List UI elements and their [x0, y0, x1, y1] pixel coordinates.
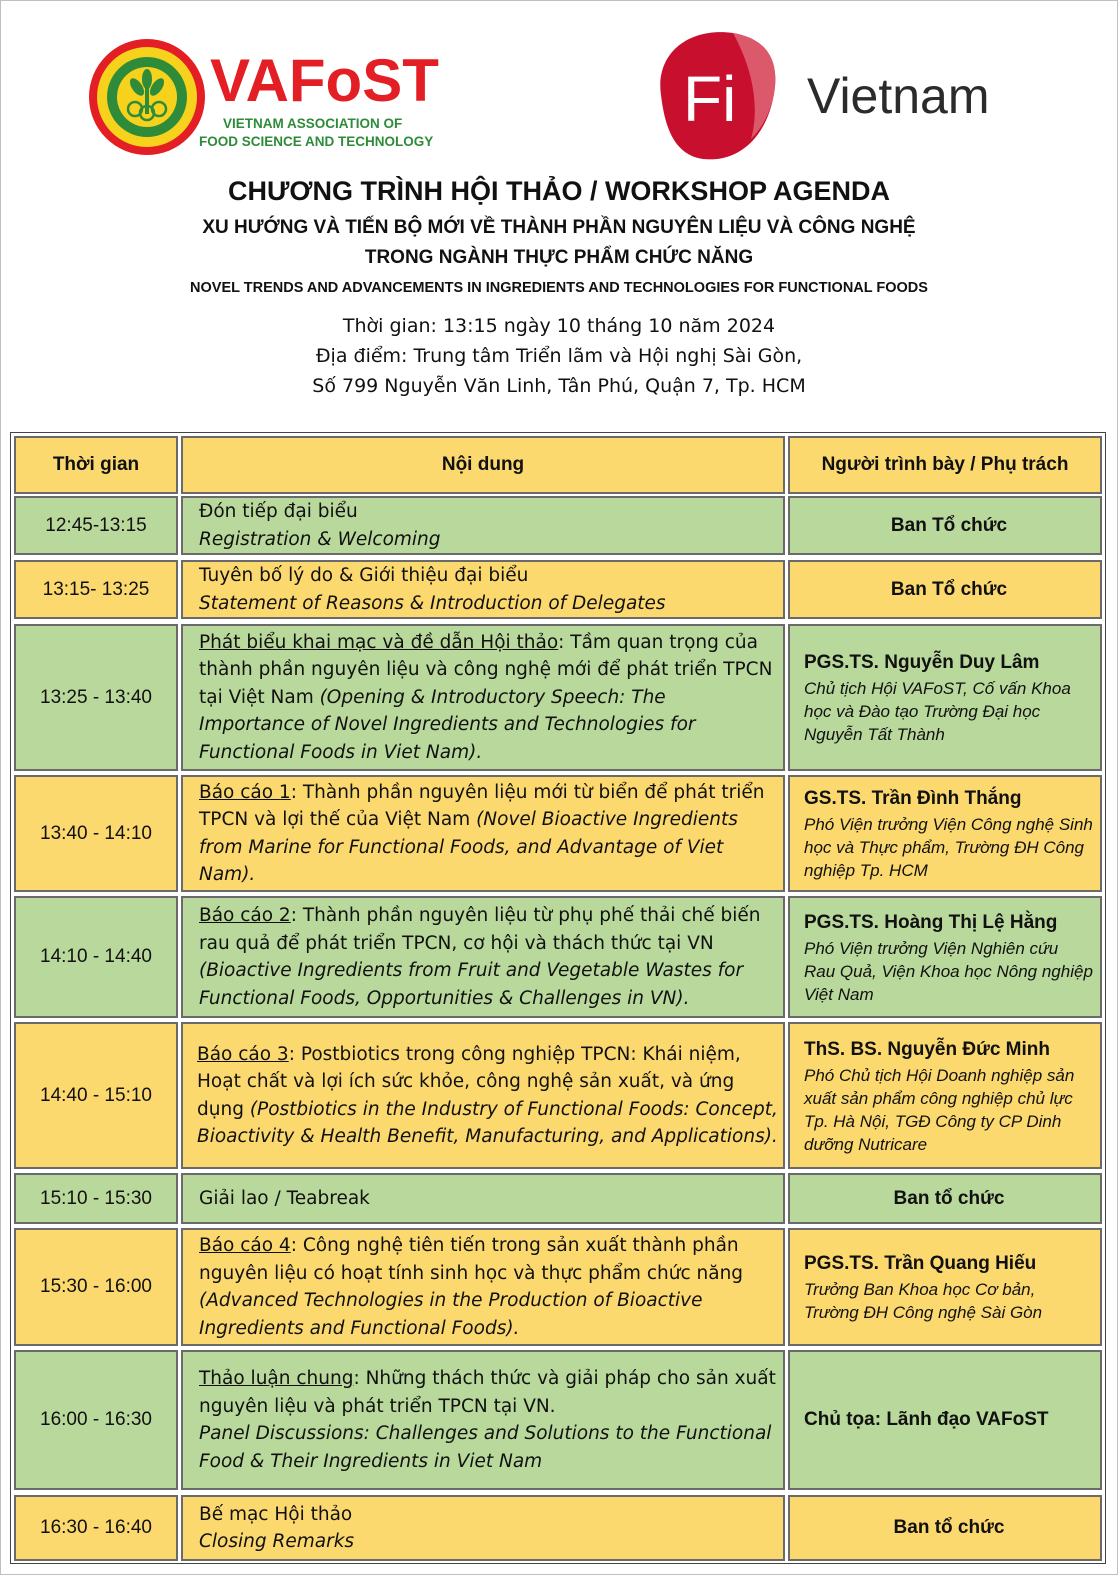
row-time: 14:10 - 14:40	[14, 896, 178, 1018]
row-organizer: Ban Tổ chức	[788, 496, 1102, 555]
row-time: 14:40 - 15:10	[14, 1022, 178, 1169]
row-organizer: Ban tổ chức	[788, 1495, 1102, 1561]
row-time: 16:30 - 16:40	[14, 1495, 178, 1561]
table-row	[11, 1350, 1105, 1490]
speaker-name: PGS.TS. Hoàng Thị Lệ Hằng	[804, 911, 1058, 933]
speaker-role: Phó Viện trưởng Viện Công nghệ Sinh học và Thực phẩm, Trường ĐH Công nghiệp Tp. HCM	[804, 815, 1093, 880]
table-row	[11, 496, 1105, 555]
row-title: Bế mạc Hội thảo	[199, 1503, 353, 1525]
row-content	[181, 1350, 785, 1490]
speaker-name: ThS. BS. Nguyễn Đức Minh	[804, 1038, 1050, 1060]
row-speaker	[788, 775, 1102, 892]
fi-vietnam-logo	[641, 25, 1021, 165]
row-title: Tuyên bố lý do & Giới thiệu đại biểu	[199, 565, 529, 586]
table-row	[11, 560, 1105, 619]
speaker-role: Chủ tịch Hội VAFoST, Cố vấn Khoa học và Đào tạo Trường Đại học Nguyễn Tất Thành	[804, 679, 1071, 744]
row-time: 15:10 - 15:30	[14, 1173, 178, 1224]
vafost-wordmark: VAFoST	[210, 47, 439, 114]
title-block	[41, 173, 1077, 401]
speaker-role: Phó Chủ tịch Hội Doanh nghiệp sản xuất sản phẩm công nghiệp chủ lực Tp. Hà Nội, TGĐ Công ty CP Dinh dưỡng Nutricare	[804, 1065, 1075, 1154]
vafost-subline-1: VIETNAM ASSOCIATION OF	[223, 116, 403, 131]
event-venue: Địa điểm: Trung tâm Triển lãm và Hội nghị Sài Gòn,	[315, 345, 803, 367]
subtitle-vi-line-1: XU HƯỚNG VÀ TIẾN BỘ MỚI VỀ THÀNH PHẦN NGUYÊN LIỆU VÀ CÔNG NGHỆ	[202, 217, 916, 238]
header-time: Thời gian	[14, 436, 178, 494]
event-time: Thời gian: 13:15 ngày 10 tháng 10 năm 2024	[342, 315, 776, 337]
speaker-role: Trưởng Ban Khoa học Cơ bản, Trường ĐH Công nghệ Sài Gòn	[804, 1280, 1043, 1322]
row-text-en: (Advanced Technologies in the Production of Bioactive Ingredients and Functional Foods).	[199, 1290, 703, 1339]
row-text-en: (Bioactive Ingredients from Fruit and Vegetable Wastes for Functional Foods, Opportunities & Challenges in VN).	[199, 960, 744, 1009]
row-time: 13:40 - 14:10	[14, 775, 178, 892]
page-title: CHƯƠNG TRÌNH HỘI THẢO / WORKSHOP AGENDA	[228, 176, 890, 206]
speaker-name: GS.TS. Trần Đình Thắng	[804, 788, 1022, 809]
row-content	[181, 775, 785, 892]
row-label: Báo cáo 4	[199, 1235, 291, 1256]
header-content: Nội dung	[181, 436, 785, 494]
row-content	[181, 1173, 785, 1224]
table-row	[11, 775, 1105, 892]
row-text-en: (Postbiotics in the Industry of Functional Foods: Concept, Bioactivity & Health Benefit, Manufacturing, and Applications).	[197, 1098, 778, 1147]
table-row	[11, 1228, 1105, 1346]
row-text: : Thành phần nguyên liệu từ phụ phế thải chế biến rau quả để phát triển TPCN, cơ hội và thách thức tại VN	[199, 905, 761, 954]
agenda-table	[10, 432, 1106, 1564]
row-title: Giải lao / Teabreak	[199, 1187, 370, 1209]
speaker-role: Phó Viện trưởng Viện Nghiên cứu Rau Quả, Viện Khoa học Nông nghiệp Việt Nam	[804, 938, 1093, 1004]
row-time: 13:15- 13:25	[14, 560, 178, 619]
subtitle-en: NOVEL TRENDS AND ADVANCEMENTS IN INGREDIENTS AND TECHNOLOGIES FOR FUNCTIONAL FOODS	[190, 280, 928, 296]
row-time: 15:30 - 16:00	[14, 1228, 178, 1346]
table-row	[11, 896, 1105, 1018]
row-title-en: Closing Remarks	[199, 1531, 355, 1552]
row-label: Báo cáo 2	[199, 905, 291, 926]
row-content	[181, 1495, 785, 1561]
row-time: 16:00 - 16:30	[14, 1350, 178, 1490]
row-text-en: Panel Discussions: Challenges and Solutions to the Functional Food & Their Ingredients in Viet Nam	[199, 1423, 772, 1472]
row-title-en: Registration & Welcoming	[199, 528, 441, 550]
event-info	[41, 311, 1077, 401]
table-row	[11, 1173, 1105, 1224]
event-address: Số 799 Nguyễn Văn Linh, Tân Phú, Quận 7, Tp. HCM	[312, 375, 806, 397]
speaker-name: PGS.TS. Nguyễn Duy Lâm	[804, 652, 1040, 673]
row-label: Báo cáo 1	[199, 781, 291, 803]
vafost-subline-2: FOOD SCIENCE AND TECHNOLOGY	[199, 134, 434, 149]
speaker-name: PGS.TS. Trần Quang Hiếu	[804, 1253, 1037, 1274]
table-row	[11, 624, 1105, 771]
fi-mark: Fi	[683, 63, 737, 135]
row-text: : Tầm quan trọng của thành phần nguyên liệu và công nghệ mới để phát triển TPCN tại Việt Nam	[199, 631, 773, 708]
fi-wordmark: Vietnam	[807, 68, 990, 124]
row-organizer: Ban tổ chức	[788, 1173, 1102, 1224]
row-chair: Chủ tọa: Lãnh đạo VAFoST	[788, 1350, 1102, 1490]
row-text: : Postbiotics trong công nghiệp TPCN: Khái niệm, Hoạt chất và lợi ích sức khỏe, công nghệ sản xuất, và ứng dụng	[197, 1043, 741, 1120]
table-row	[11, 1022, 1105, 1169]
row-label: Báo cáo 3	[197, 1043, 289, 1065]
table-header-row	[11, 436, 1105, 494]
row-text-en: (Novel Bioactive Ingredients from Marine for Functional Foods, and Advantage of Viet Nam).	[199, 809, 738, 885]
row-text: : Những thách thức và giải pháp cho sản xuất nguyên liệu và phát triển TPCN tại VN.	[199, 1368, 776, 1417]
row-speaker	[788, 1228, 1102, 1346]
row-content	[181, 896, 785, 1018]
row-content	[181, 1022, 785, 1169]
row-content	[181, 1228, 785, 1346]
row-speaker	[788, 624, 1102, 771]
subtitle-vi-line-2: TRONG NGÀNH THỰC PHẨM CHỨC NĂNG	[364, 247, 754, 268]
row-text-en: (Opening & Introductory Speech: The Importance of Novel Ingredients and Technologies for Functional Foods in Viet Nam).	[199, 686, 696, 763]
row-speaker	[788, 1022, 1102, 1169]
row-organizer: Ban Tổ chức	[788, 560, 1102, 619]
row-time: 12:45-13:15	[14, 496, 178, 555]
row-text: : Công nghệ tiên tiến trong sản xuất thành phần nguyên liệu có hoạt tính sinh học và thực phẩm chức năng	[199, 1235, 744, 1284]
row-text: : Thành phần nguyên liệu mới từ biển để phát triển TPCN và lợi thế của Việt Nam	[199, 781, 765, 830]
row-title-en: Statement of Reasons & Introduction of Delegates	[199, 592, 666, 614]
header-presenter: Người trình bày / Phụ trách	[788, 436, 1102, 494]
row-label: Thảo luận chung	[199, 1368, 354, 1389]
vafost-logo	[87, 29, 457, 165]
row-content	[181, 624, 785, 771]
row-content	[181, 560, 785, 619]
row-speaker	[788, 896, 1102, 1018]
row-time: 13:25 - 13:40	[14, 624, 178, 771]
row-title: Đón tiếp đại biểu	[199, 501, 358, 522]
table-row	[11, 1495, 1105, 1561]
row-label: Phát biểu khai mạc và đề dẫn Hội thảo	[199, 631, 559, 653]
row-content	[181, 496, 785, 555]
